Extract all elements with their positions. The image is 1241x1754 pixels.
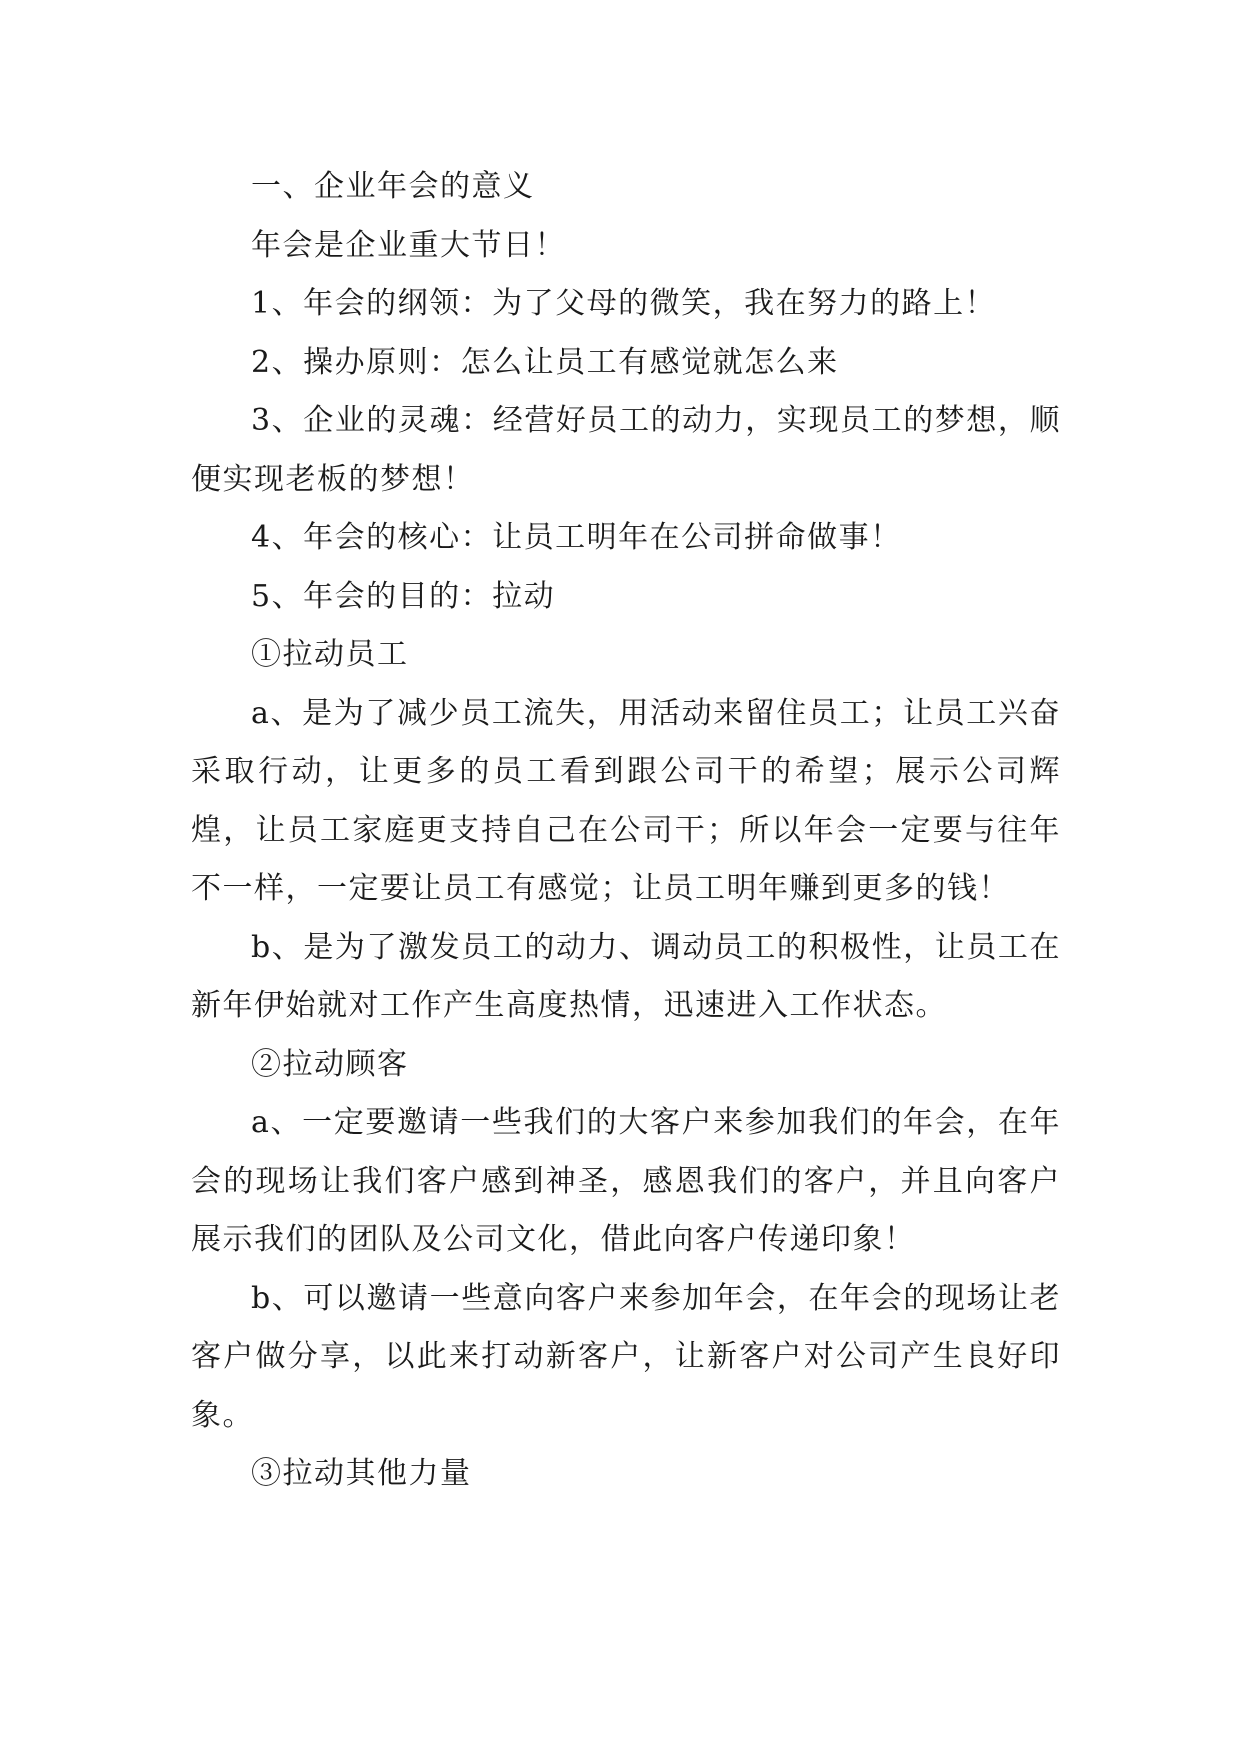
subheading-other-forces: ③拉动其他力量 [251, 1456, 472, 1491]
employees-item-b: b、是为了激发员工的动力、调动员工的积极性，让员工在新年伊始就对工作产生高度热情，迅速进入工作状态。 [191, 929, 1061, 1023]
subheading-customers: ②拉动顾客 [251, 1046, 409, 1082]
point-4-paragraph: 4、年会的核心：让员工明年在公司拼命做事！ [251, 520, 902, 555]
customers-item-a: a、一定要邀请一些我们的大客户来参加我们的年会，在年会的现场让我们客户感到神圣，感恩我们的客户，并且向客户展示我们的团队及公司文化，借此向客户传递印象！ [191, 1105, 1061, 1257]
point-2-paragraph: 2、操办原则：怎么让员工有感觉就怎么来 [251, 344, 839, 380]
point-3-paragraph: 3、企业的灵魂：经营好员工的动力，实现员工的梦想，顺便实现老板的梦想！ [191, 403, 1061, 497]
employees-item-a: a、是为了减少员工流失，用活动来留住员工；让员工兴奋采取行动，让更多的员工看到跟公司干的希望；展示公司辉煌，让员工家庭更支持自己在公司干；所以年会一定要与往年不一样，一定要让员工有感觉；让员工明年赚到更多的钱！ [191, 695, 1061, 906]
document-page [191, 158, 1061, 1504]
section-heading: 一、企业年会的意义 [251, 169, 535, 204]
subheading-employees: ①拉动员工 [251, 637, 409, 672]
point-1-paragraph: 1、年会的纲领：为了父母的微笑，我在努力的路上！ [251, 286, 997, 321]
point-5-paragraph: 5、年会的目的：拉动 [251, 578, 556, 614]
customers-item-b: b、可以邀请一些意向客户来参加年会，在年会的现场让老客户做分享，以此来打动新客户，让新客户对公司产生良好印象。 [191, 1280, 1061, 1433]
intro-paragraph: 年会是企业重大节日！ [251, 227, 566, 263]
